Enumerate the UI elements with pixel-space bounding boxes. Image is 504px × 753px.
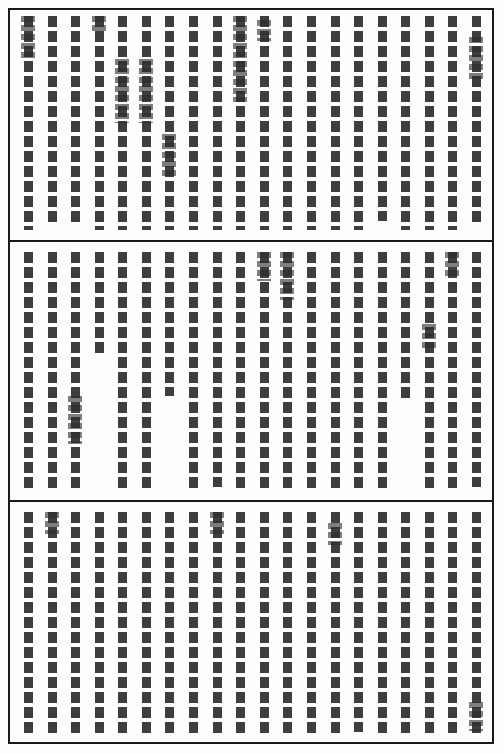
text-column <box>442 252 462 492</box>
character-run <box>142 252 151 492</box>
character-run <box>118 252 127 492</box>
text-column <box>277 252 297 492</box>
annotation-run <box>210 512 224 534</box>
character-run <box>24 512 33 736</box>
character-run <box>283 512 292 736</box>
text-column <box>112 16 132 230</box>
character-run <box>24 252 33 492</box>
text-column <box>395 16 415 230</box>
character-run <box>401 252 410 401</box>
text-column <box>301 16 321 230</box>
annotation-run <box>139 59 153 123</box>
text-column <box>183 16 203 230</box>
text-panel-top <box>12 12 492 234</box>
character-run <box>142 512 151 736</box>
character-run <box>213 512 222 736</box>
annotation-run <box>445 252 459 276</box>
text-column <box>395 512 415 736</box>
text-column <box>65 512 85 736</box>
text-column <box>89 512 109 736</box>
text-column <box>419 512 439 736</box>
annotation-run <box>280 252 294 300</box>
character-run <box>165 512 174 736</box>
character-run <box>236 252 245 492</box>
text-column <box>442 16 462 230</box>
character-run <box>48 512 57 736</box>
character-run <box>354 16 363 230</box>
text-column <box>372 512 392 736</box>
character-run <box>260 512 269 736</box>
text-column <box>207 16 227 230</box>
panel-divider <box>10 240 494 242</box>
text-column <box>325 252 345 492</box>
character-run <box>71 252 80 492</box>
text-column <box>89 252 109 492</box>
character-run <box>425 252 434 492</box>
character-run <box>213 16 222 230</box>
text-column <box>419 252 439 492</box>
annotation-run <box>328 523 342 545</box>
character-run <box>354 252 363 492</box>
character-run <box>307 16 316 230</box>
annotation-run <box>68 396 82 444</box>
text-panel-middle <box>12 248 492 496</box>
character-run <box>331 16 340 230</box>
text-column <box>301 252 321 492</box>
text-column <box>18 16 38 230</box>
character-run <box>95 512 104 736</box>
annotation-run <box>233 16 247 102</box>
text-column <box>65 252 85 492</box>
text-column <box>159 252 179 492</box>
character-run <box>472 252 481 487</box>
annotation-run <box>469 702 483 731</box>
text-column <box>395 252 415 492</box>
character-run <box>401 16 410 230</box>
text-column <box>42 512 62 736</box>
character-run <box>425 512 434 736</box>
text-column <box>207 512 227 736</box>
annotation-run <box>21 16 35 59</box>
character-run <box>189 252 198 492</box>
character-run <box>260 252 269 492</box>
character-run <box>260 16 269 230</box>
character-run <box>425 16 434 230</box>
character-run <box>48 252 57 492</box>
annotation-run <box>257 20 271 41</box>
character-run <box>448 512 457 736</box>
text-column <box>442 512 462 736</box>
character-run <box>378 512 387 736</box>
text-column <box>112 512 132 736</box>
text-column <box>277 512 297 736</box>
text-column <box>348 512 368 736</box>
text-column <box>325 512 345 736</box>
character-run <box>189 512 198 736</box>
text-column <box>230 252 250 492</box>
text-column <box>112 252 132 492</box>
text-column <box>159 16 179 230</box>
annotation-run <box>422 324 436 348</box>
text-column <box>254 512 274 736</box>
character-run <box>189 16 198 230</box>
character-run <box>142 16 151 230</box>
text-column <box>372 252 392 492</box>
character-run <box>401 512 410 736</box>
text-column <box>301 512 321 736</box>
character-run <box>95 16 104 230</box>
text-column <box>89 16 109 230</box>
text-column <box>254 16 274 230</box>
annotation-run <box>45 512 59 534</box>
character-run <box>95 252 104 353</box>
text-column <box>466 252 486 492</box>
character-run <box>448 252 457 492</box>
text-column <box>254 252 274 492</box>
text-column <box>136 252 156 492</box>
character-run <box>283 16 292 230</box>
text-column <box>419 16 439 230</box>
text-column <box>18 252 38 492</box>
annotation-run <box>92 16 106 33</box>
character-run <box>378 252 387 492</box>
character-run <box>331 252 340 492</box>
text-column <box>18 512 38 736</box>
annotation-run <box>469 37 483 80</box>
character-run <box>307 252 316 492</box>
text-column <box>230 512 250 736</box>
character-run <box>331 512 340 736</box>
text-column <box>372 16 392 230</box>
character-run <box>71 16 80 226</box>
character-run <box>213 252 222 487</box>
text-column <box>42 16 62 230</box>
character-run <box>48 16 57 226</box>
text-column <box>42 252 62 492</box>
text-column <box>325 16 345 230</box>
text-column <box>466 16 486 230</box>
character-run <box>448 16 457 230</box>
text-column <box>65 16 85 230</box>
text-column <box>230 16 250 230</box>
character-run <box>165 16 174 230</box>
character-run <box>236 512 245 736</box>
character-run <box>354 512 363 732</box>
character-run <box>378 16 387 221</box>
annotation-run <box>115 59 129 123</box>
character-run <box>118 512 127 736</box>
text-column <box>183 512 203 736</box>
text-column <box>348 16 368 230</box>
character-run <box>307 512 316 736</box>
annotation-run <box>162 134 176 177</box>
text-panel-bottom <box>12 508 492 740</box>
character-run <box>71 512 80 736</box>
character-run <box>165 252 174 396</box>
text-column <box>136 512 156 736</box>
character-run <box>118 16 127 230</box>
text-column <box>159 512 179 736</box>
panel-divider <box>10 500 494 502</box>
text-column <box>348 252 368 492</box>
text-column <box>466 512 486 736</box>
text-column <box>207 252 227 492</box>
text-column <box>136 16 156 230</box>
annotation-run <box>257 252 271 281</box>
text-column <box>277 16 297 230</box>
text-column <box>183 252 203 492</box>
